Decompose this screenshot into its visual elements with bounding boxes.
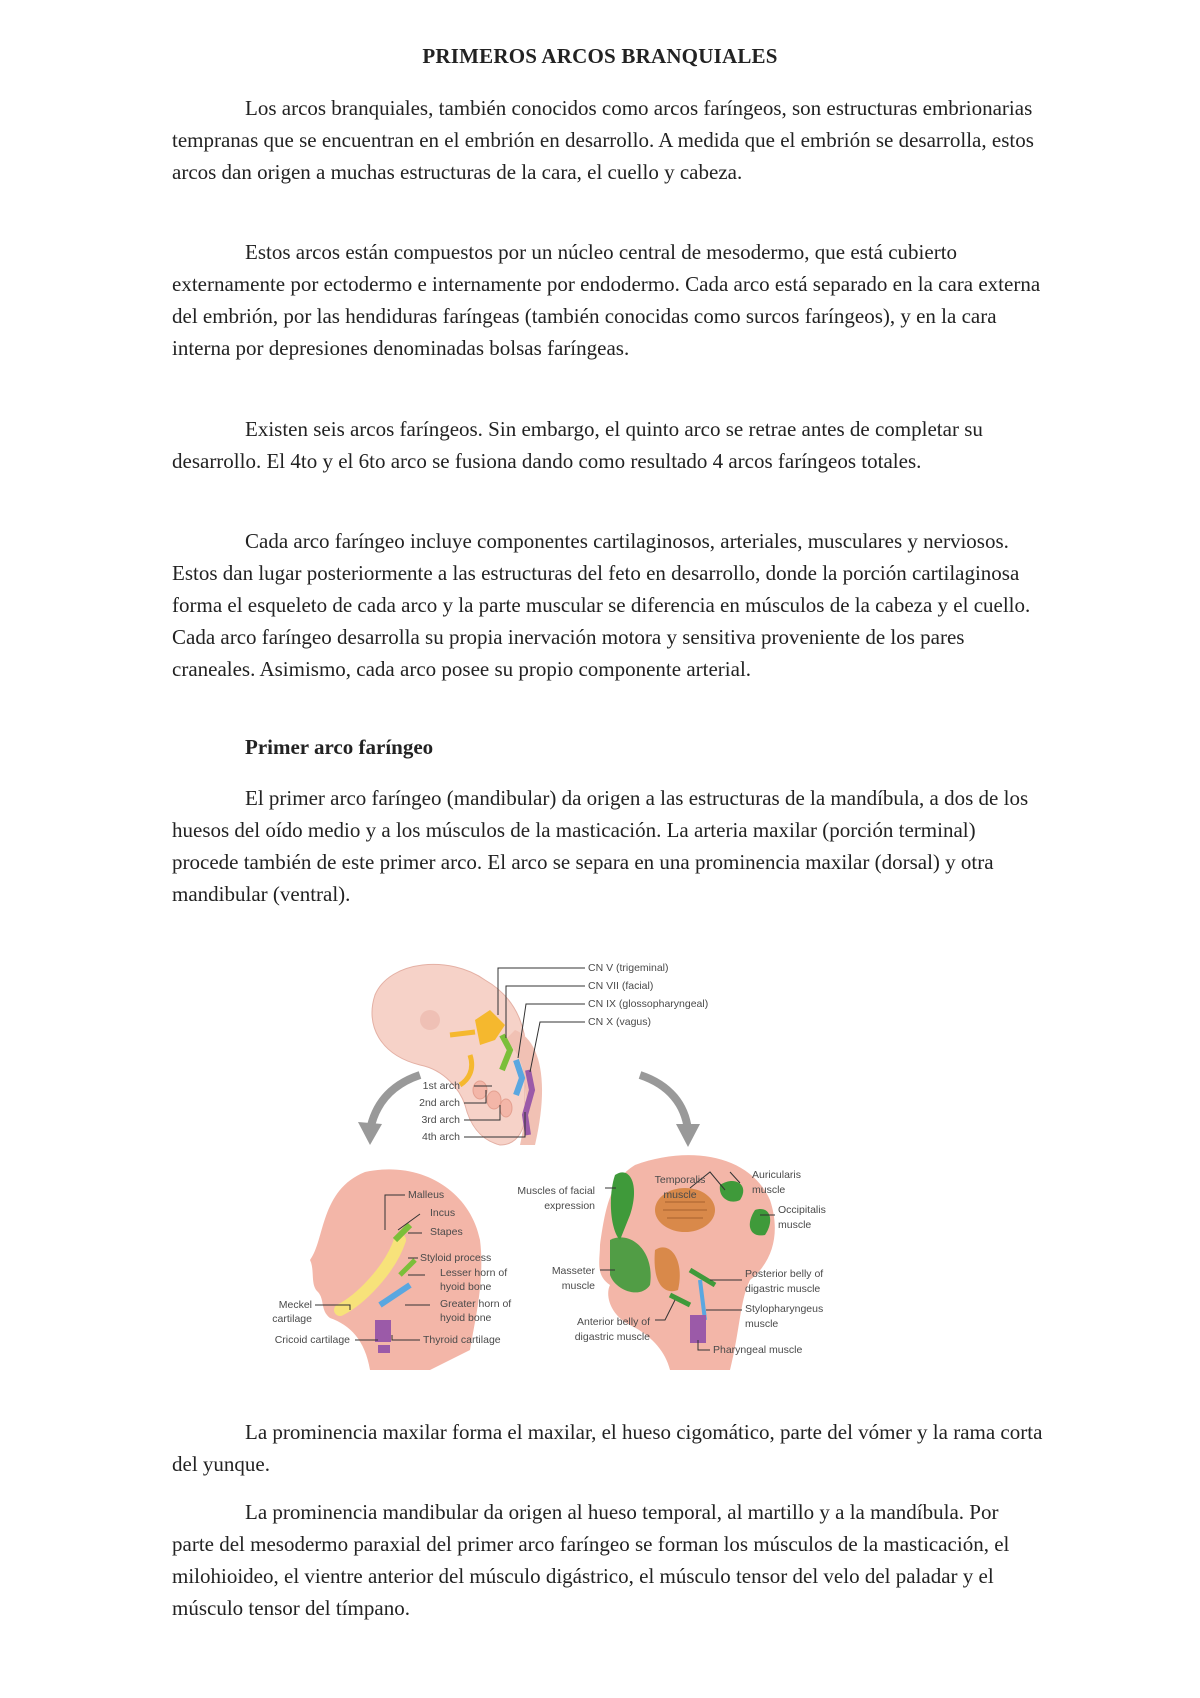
label-temporalis-2: muscle bbox=[663, 1189, 697, 1201]
arch-label-3: 3rd arch bbox=[421, 1114, 460, 1126]
label-stylopharyngeus: Stylopharyngeus bbox=[745, 1303, 824, 1315]
paragraph-4: Cada arco faríngeo incluye componentes cartilaginosos, arteriales, musculares y nerviosos. Estos dan lugar posteriormente a las estructuras del feto en desarrollo, donde la porción cartilaginosa forma el esqueleto de cada arco y la parte muscular se diferencia en músculos de la cabeza y el cuello. Cada arco faríngeo desarrolla su propia inervación motora y sensitiva proveniente de los pares craneales. Asimismo, cada arco posee su propio componente arterial. bbox=[172, 529, 1031, 681]
label-thyroid: Thyroid cartilage bbox=[423, 1334, 501, 1346]
section-paragraph-1: El primer arco faríngeo (mandibular) da origen a las estructuras de la mandíbula, a dos de los huesos del oído medio y a los músculos de la masticación. La arteria maxilar (porción terminal) procede también de este primer arco. El arco se separa en una prominencia maxilar (dorsal) y otra mandibular (ventral). bbox=[172, 786, 1029, 906]
label-greater-horn-2: hyoid bone bbox=[440, 1312, 492, 1324]
arch-label-4: 4th arch bbox=[422, 1131, 460, 1143]
label-greater-horn: Greater horn of bbox=[440, 1298, 512, 1310]
arrow-right-icon bbox=[640, 1075, 688, 1130]
paragraph-1: Los arcos branquiales, también conocidos como arcos faríngeos, son estructuras embrionarias tempranas que se encuentran en el embrión en desarrollo. A medida que el embrión se desarrolla, estos arcos dan origen a muchas estructuras de la cara, el cuello y cabeza. bbox=[172, 96, 1034, 184]
label-malleus: Malleus bbox=[408, 1189, 445, 1201]
section-paragraph-3: La prominencia mandibular da origen al hueso temporal, al martillo y a la mandíbula. Por parte del mesodermo paraxial del primer arco faríngeo se forman los músculos de la masticación, el milohioideo, el vientre anterior del músculo digástrico, el músculo tensor del velo del paladar y el músculo tensor del tímpano. bbox=[172, 1500, 1010, 1620]
label-incus: Incus bbox=[430, 1207, 456, 1219]
label-masseter-2: muscle bbox=[561, 1280, 595, 1292]
label-meckel: Meckel bbox=[278, 1299, 312, 1311]
label-anterior-digastric-2: digastric muscle bbox=[574, 1331, 650, 1343]
arrow-left-icon bbox=[370, 1075, 420, 1130]
label-facial-muscles-2: expression bbox=[544, 1200, 595, 1212]
label-styloid: Styloid process bbox=[420, 1252, 492, 1264]
label-masseter: Masseter bbox=[551, 1265, 595, 1277]
pharyngeal-arches-illustration bbox=[270, 940, 920, 1400]
label-occipitalis-2: muscle bbox=[778, 1219, 812, 1231]
label-lesser-horn-2: hyoid bone bbox=[440, 1281, 492, 1293]
paragraph-2: Estos arcos están compuestos por un núcleo central de mesodermo, que está cubierto externamente por ectodermo e internamente por endodermo. Cada arco está separado en la cara externa del embrión, por las hendiduras faríngeas (también conocidas como surcos faríngeos), y en la cara interna por depresiones denominadas bolsas faríngeas. bbox=[172, 240, 1041, 360]
arrow-left-head-icon bbox=[358, 1122, 382, 1145]
label-stylopharyngeus-2: muscle bbox=[745, 1318, 779, 1330]
section-heading: Primer arco faríngeo bbox=[245, 735, 434, 759]
nerve-label-cn-ix: CN IX (glossopharyngeal) bbox=[588, 998, 709, 1010]
label-facial-muscles: Muscles of facial bbox=[517, 1185, 595, 1197]
arrow-right-head-icon bbox=[676, 1124, 700, 1147]
label-posterior-digastric-2: digastric muscle bbox=[745, 1283, 821, 1295]
arch-label-2: 2nd arch bbox=[419, 1097, 460, 1109]
nerve-label-cn-v: CN V (trigeminal) bbox=[588, 962, 669, 974]
label-cricoid: Cricoid cartilage bbox=[274, 1334, 350, 1346]
document-title: PRIMEROS ARCOS BRANQUIALES bbox=[422, 44, 778, 68]
label-posterior-digastric: Posterior belly of bbox=[745, 1268, 824, 1280]
label-anterior-digastric: Anterior belly of bbox=[577, 1316, 650, 1328]
arch-label-1: 1st arch bbox=[422, 1080, 460, 1092]
label-meckel-2: cartilage bbox=[272, 1313, 312, 1325]
label-lesser-horn: Lesser horn of bbox=[440, 1267, 508, 1279]
label-temporalis: Temporalis bbox=[654, 1174, 706, 1186]
label-auricularis: Auricularis bbox=[752, 1169, 802, 1181]
pharyngeal-arches-figure bbox=[270, 940, 920, 1400]
label-occipitalis: Occipitalis bbox=[778, 1204, 826, 1216]
nerve-label-cn-x: CN X (vagus) bbox=[588, 1016, 652, 1028]
label-pharyngeal: Pharyngeal muscle bbox=[713, 1344, 803, 1356]
paragraph-3: Existen seis arcos faríngeos. Sin embargo, el quinto arco se retrae antes de completar su desarrollo. El 4to y el 6to arco se fusiona dando como resultado 4 arcos faríngeos totales. bbox=[172, 417, 983, 473]
label-stapes: Stapes bbox=[430, 1226, 463, 1238]
label-auricularis-2: muscle bbox=[752, 1184, 786, 1196]
section-paragraph-2: La prominencia maxilar forma el maxilar, el hueso cigomático, parte del vómer y la rama corta del yunque. bbox=[172, 1420, 1043, 1476]
nerve-label-cn-vii: CN VII (facial) bbox=[588, 980, 654, 992]
